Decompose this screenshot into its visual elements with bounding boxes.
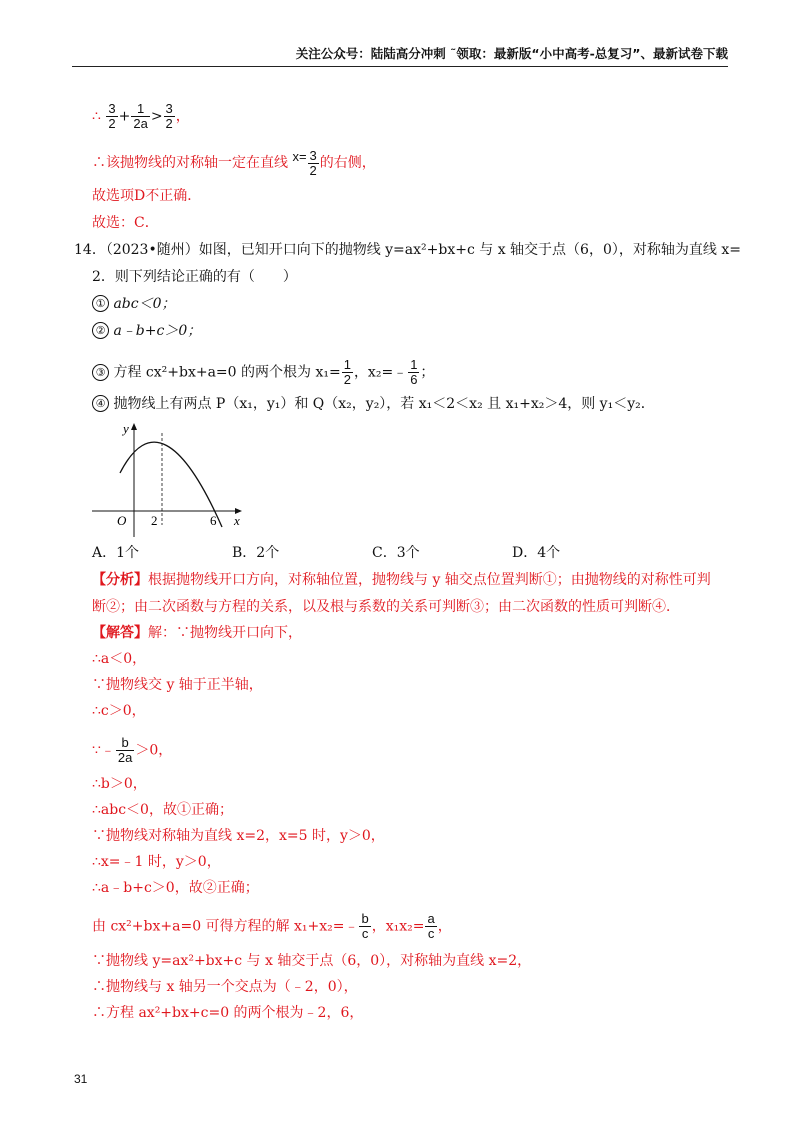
option-d[interactable]: D．4个: [512, 545, 561, 561]
y-axis-label: y: [123, 421, 129, 436]
solution-line-9: ∴x=﹣1 时，y＞0，: [92, 854, 221, 870]
answer-options: [92, 544, 652, 562]
statement-1: ① abc＜0；: [92, 295, 176, 313]
solution-line-14: ∴方程 ax²+bx+c=0 的两个根为﹣2，6，: [92, 1005, 364, 1021]
fraction: $\frac{a}{c}$: [427, 911, 435, 941]
option-b[interactable]: B．2个: [232, 545, 280, 561]
tick-label-6: 6: [210, 513, 217, 528]
analysis-line-1: 【分析】根据抛物线开口方向，对称轴位置，抛物线与 y 轴交点位置判断①；由抛物线的对称性可判: [92, 572, 711, 588]
option-a[interactable]: A．1个: [92, 545, 140, 561]
solution-line-4: ∴c＞0，: [92, 703, 146, 719]
origin-label: O: [117, 513, 127, 528]
fraction: $\frac{1}{2a}$: [133, 101, 148, 131]
prev-choose: 故选：C．: [92, 215, 159, 231]
statement-4: ④ 抛物线上有两点 P（x₁，y₁）和 Q（x₂，y₂），若 x₁＜2＜x₂ 且 x₁+x₂＞4，则 y₁＜y₂．: [92, 395, 655, 413]
solution-line-13: ∴抛物线与 x 轴另一个交点为（﹣2，0），: [92, 979, 358, 995]
solution-line-12: ∵抛物线 y=ax²+bx+c 与 x 轴交于点（6，0），对称轴为直线 x=2，: [92, 953, 532, 969]
circled-number: ②: [92, 322, 109, 339]
parabola-graph: [90, 415, 250, 540]
solution-line-3: ∵抛物线交 y 轴于正半轴，: [92, 677, 263, 693]
option-c[interactable]: C．3个: [372, 545, 420, 561]
solution-line-8: ∵抛物线对称轴为直线 x=2，x=5 时，y＞0，: [92, 828, 385, 844]
analysis-tag: 【分析】: [92, 572, 148, 588]
prev-inequality: ∴ $\frac{3}{2}$ + $\frac{1}{2a}$ > $\frac{3}{2}$ ，: [92, 101, 190, 131]
q14-stem-1: 14．（2023•随州）如图，已知开口向下的抛物线 y=ax²+bx+c 与 x 轴交于点（6，0），对称轴为直线 x=: [74, 242, 741, 258]
statement-2: ② a﹣b+c＞0；: [92, 322, 201, 340]
x-axis-label: x: [234, 513, 240, 528]
page-header: 关注公众号：陆陆高分冲刺 ˜领取：最新版“小中高考-总复习”、最新试卷下载: [295, 46, 728, 61]
circled-number: ③: [92, 364, 109, 381]
solution-line-11: 由 cx²+bx+a=0 可得方程的解 x₁+x₂=﹣ $\frac{b}{c}$ ，x₁x₂= $\frac{a}{c}$ ，: [92, 911, 452, 941]
solution-line-1: 【解答】解：∵抛物线开口向下，: [92, 625, 302, 641]
header-rule: [72, 66, 728, 67]
prev-d-wrong: 故选项D不正确．: [92, 188, 202, 204]
page-number: 31: [74, 1072, 88, 1086]
statement-3: ③ 方程 cx²+bx+a=0 的两个根为 x₁= $\frac{1}{2}$ ，x₂=﹣ $\frac{1}{6}$ ；: [92, 358, 434, 387]
y-axis-arrow: [131, 423, 137, 430]
solution-line-6: ∴b＞0，: [92, 776, 147, 792]
solution-line-2: ∴a＜0，: [92, 651, 147, 667]
fraction: $\frac{b}{2a}$: [117, 735, 133, 765]
fraction: $\frac{1}{6}$: [410, 357, 418, 387]
circled-number: ④: [92, 395, 109, 412]
q14-stem-2: 2．则下列结论正确的有（ ）: [92, 269, 297, 285]
solution-line-5: ∵﹣ $\frac{b}{2a}$ ＞0，: [92, 735, 173, 765]
fraction: $\frac{1}{2}$: [343, 357, 351, 387]
fraction: $\frac{3}{2}$: [309, 147, 317, 178]
fraction: $\frac{3}{2}$: [165, 101, 173, 131]
prev-axis-line: ∴该抛物线的对称轴一定在直线 x= $\frac{3}{2}$ 的右侧，: [92, 147, 376, 178]
solution-tag: 【解答】: [92, 625, 148, 641]
parabola-curve: [120, 442, 222, 527]
solution-line-10: ∴a﹣b+c＞0，故②正确；: [92, 880, 259, 896]
circled-number: ①: [92, 295, 109, 312]
fraction: $\frac{3}{2}$: [108, 101, 116, 131]
fraction: $\frac{b}{c}$: [361, 911, 369, 941]
tick-label-2: 2: [151, 513, 158, 528]
solution-line-7: ∴abc＜0，故①正确；: [92, 802, 233, 818]
analysis-line-2: 断②；由二次函数与方程的关系，以及根与系数的关系可判断③；由二次函数的性质可判断④．: [92, 599, 680, 615]
